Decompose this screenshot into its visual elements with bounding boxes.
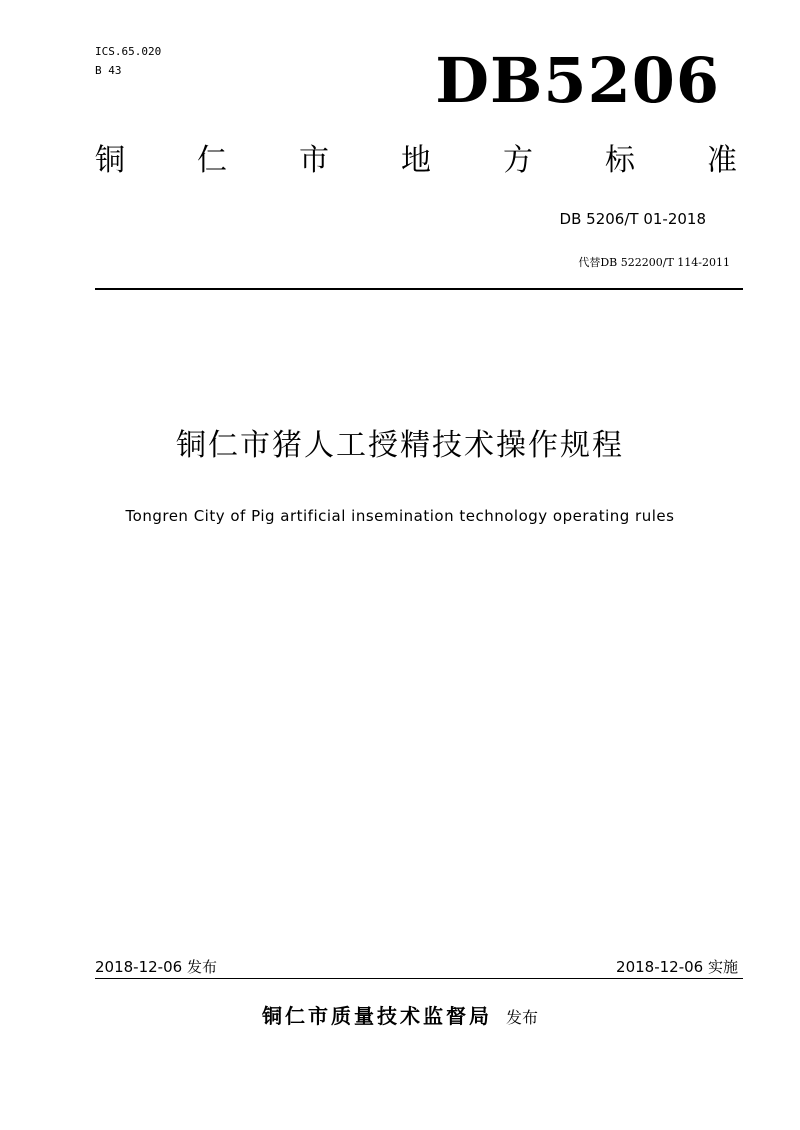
ics-code: ICS.65.020	[95, 45, 162, 58]
standard-number: DB 5206/T 01-2018	[559, 210, 706, 228]
implement-date: 2018-12-06 实施	[616, 958, 738, 976]
standard-type-char: 方	[503, 143, 533, 178]
standard-type-char: 准	[707, 143, 737, 178]
document-title-english: Tongren City of Pig artificial insemination technology operating rules	[125, 507, 675, 525]
standard-type-char: 市	[299, 143, 329, 178]
classification-codes	[95, 42, 161, 80]
db-code-logo: DB5206	[435, 44, 720, 117]
issuer-name: 铜仁市质量技术监督局	[261, 1004, 492, 1028]
ccs-code: B 43	[95, 64, 122, 77]
issuer-suffix: 发布	[505, 1008, 538, 1027]
publish-date: 2018-12-06 发布	[95, 958, 217, 976]
standard-type-char: 地	[401, 143, 431, 178]
top-divider	[95, 288, 743, 290]
standard-type-char: 铜	[95, 143, 125, 178]
replaces-standard: 代替DB 522200/T 114-2011	[578, 256, 730, 269]
bottom-divider	[95, 978, 743, 979]
issuer-line	[0, 1000, 800, 1029]
standard-type-heading	[95, 143, 737, 178]
standard-type-char: 仁	[197, 143, 227, 178]
document-title-chinese: 铜仁市猪人工授精技术操作规程	[176, 428, 624, 463]
standard-type-char: 标	[605, 143, 635, 178]
